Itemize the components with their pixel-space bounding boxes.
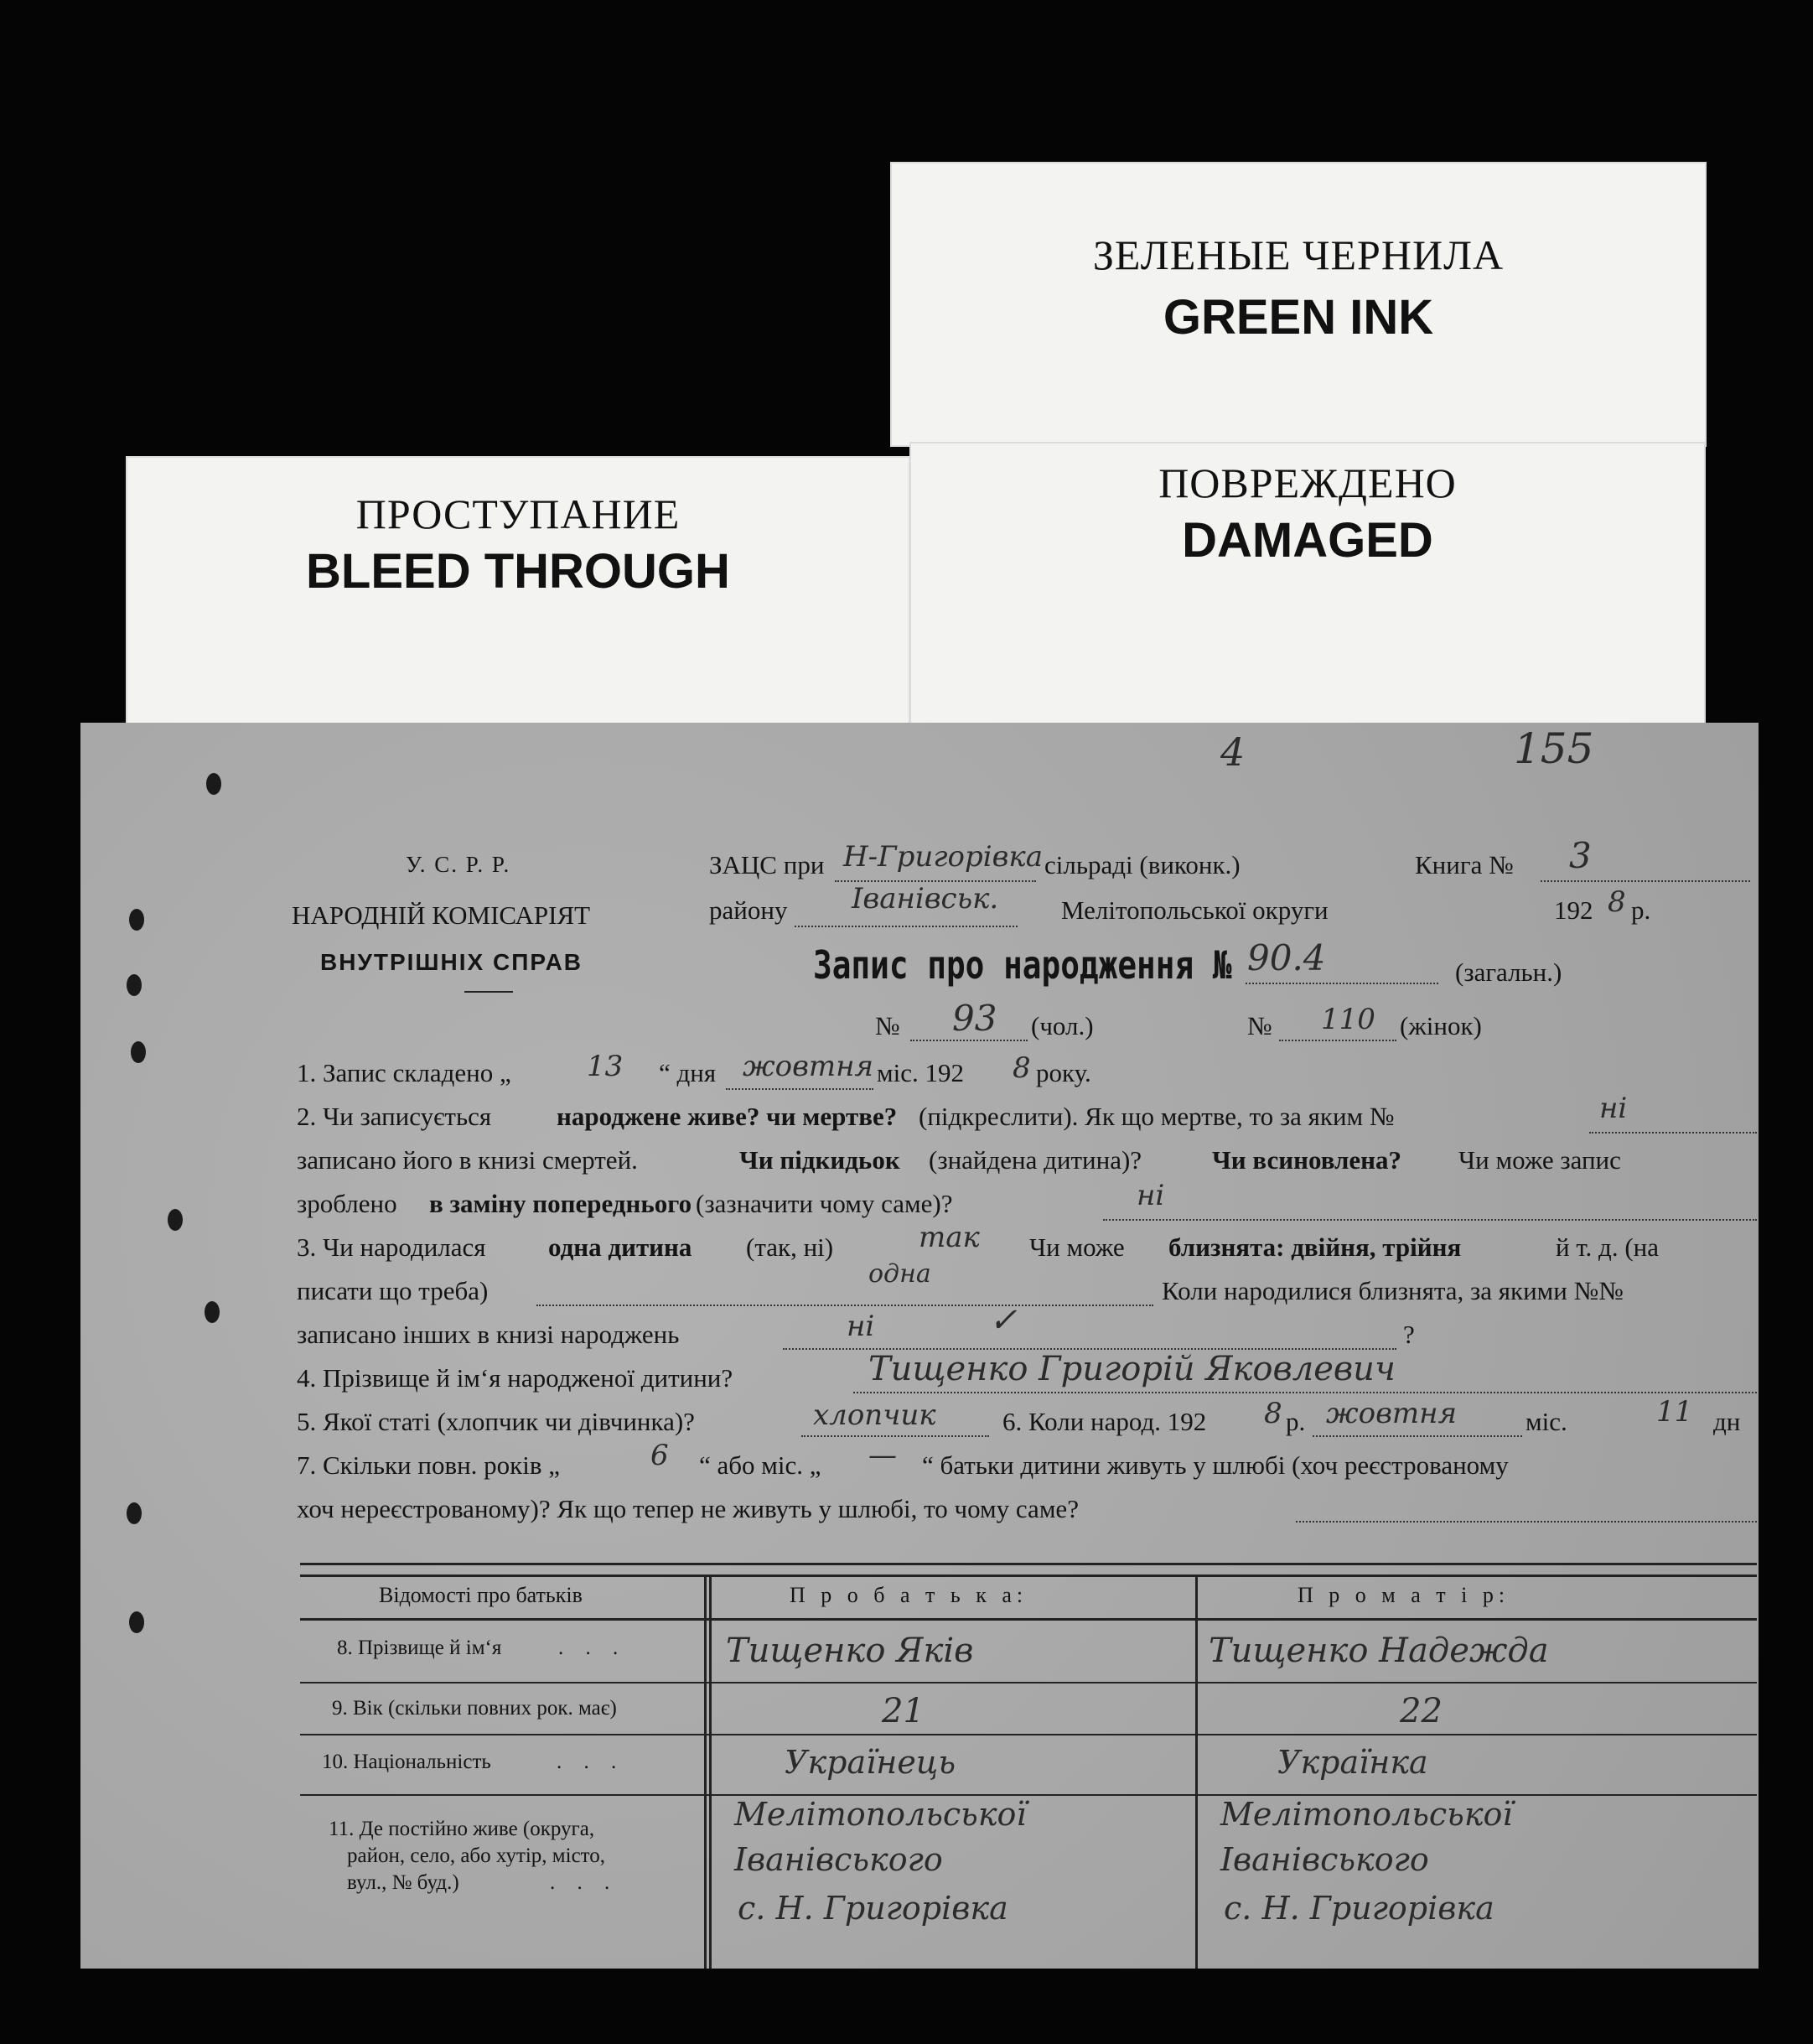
check-mark-icon: ✓: [989, 1301, 1018, 1340]
book-label: Книга №: [1415, 850, 1514, 879]
green-ink-en: GREEN INK: [1163, 290, 1434, 345]
q2-line3-a: зроблено: [297, 1189, 397, 1218]
punch-hole: [168, 1209, 183, 1231]
q1-a: 1. Запис складено „: [297, 1058, 511, 1087]
q3-line1-f: й т. д. (на: [1556, 1232, 1660, 1262]
child-sex: хлопчик: [813, 1398, 936, 1432]
col-header-mother: П р о м а т і р:: [1298, 1583, 1510, 1607]
zags-village: Н-Григорівка: [843, 840, 1043, 874]
marriage-months: —: [868, 1439, 897, 1472]
mother-nationality: Українка: [1277, 1744, 1428, 1781]
birth-record-document: [80, 723, 1759, 1969]
year-suffix: р.: [1631, 895, 1651, 925]
q3-line1-c: (так, ні): [746, 1232, 834, 1262]
row-label-address-1: 11. Де постійно живе (округа,: [329, 1818, 595, 1840]
year-digit: 8: [1608, 885, 1626, 919]
mother-address-2: Іванівського: [1220, 1841, 1429, 1878]
q2-line1-hand: ні: [1599, 1092, 1628, 1125]
punch-hole: [206, 773, 221, 795]
zags-suffix: сільраді (виконк.): [1044, 850, 1241, 879]
q2-line2-c: (знайдена дитина)?: [929, 1145, 1142, 1175]
q7-line1-b: “ або міс. „: [699, 1450, 821, 1480]
q3-line1-a: 3. Чи народилася: [297, 1232, 486, 1262]
q1-day: 13: [587, 1050, 624, 1083]
table-col-divider: [704, 1575, 707, 1969]
male-label: (чол.): [1031, 1011, 1094, 1040]
leader-dots: . . .: [557, 1751, 625, 1773]
birth-month: жовтня: [1326, 1397, 1458, 1430]
q1-b: “ дня: [659, 1058, 717, 1087]
bleed-through-card: [126, 456, 910, 733]
row-label-age: 9. Вік (скільки повних рок. має): [332, 1697, 617, 1720]
bleed-through-ru: ПРОСТУПАНИЕ: [355, 490, 681, 537]
q2-line1-a: 2. Чи записується: [297, 1102, 492, 1131]
table-row-rule: [300, 1794, 1757, 1796]
damaged-card: [909, 442, 1706, 727]
table-col-divider: [1195, 1575, 1198, 1969]
page-number: 155: [1514, 724, 1594, 773]
row-label-address-3: вул., № буд.): [347, 1871, 459, 1894]
q1-d: року.: [1036, 1058, 1091, 1087]
commissariat-line2: ВНУТРІШНІХ СПРАВ: [320, 949, 583, 975]
punch-hole: [205, 1301, 220, 1323]
q2-line1-b: народжене живе? чи мертве?: [557, 1102, 898, 1131]
raion-prefix: району: [709, 895, 788, 925]
damaged-en: DAMAGED: [1182, 513, 1433, 568]
q7-line1-c: “ батьки дитини живуть у шлюбі (хоч реєстрованому: [922, 1450, 1509, 1480]
commissariat-line1: НАРОДНІЙ КОМІСАРІЯТ: [292, 900, 591, 930]
row-label-nationality: 10. Національність: [322, 1751, 491, 1773]
q1-year: 8: [1013, 1051, 1031, 1085]
q3-line2-a: писати що треба): [297, 1276, 489, 1305]
female-number: 110: [1321, 1003, 1375, 1036]
col-header-father: П р о б а т ь к а:: [790, 1583, 1028, 1607]
father-age: 21: [882, 1692, 925, 1730]
q3-line1-b: одна дитина: [548, 1232, 692, 1262]
row-label-address-2: район, село, або хутір, місто,: [347, 1844, 606, 1867]
q2-line3-hand: ні: [1137, 1179, 1165, 1212]
q3-line3-b: ?: [1403, 1320, 1415, 1349]
father-address-3: с. Н. Григорівка: [738, 1890, 1008, 1927]
birth-year-digit: 8: [1264, 1397, 1282, 1430]
q3-line2-b: Коли народилися близнята, за якими №№: [1162, 1276, 1624, 1305]
female-label: (жінок): [1400, 1011, 1482, 1040]
q2-line2-d: Чи всиновлена?: [1212, 1145, 1402, 1175]
q6-month-label: міс.: [1526, 1407, 1567, 1436]
q3-line2-hand: одна: [868, 1259, 931, 1289]
green-ink-card: [890, 162, 1707, 447]
mother-name: Тищенко Надежда: [1209, 1632, 1549, 1670]
punch-hole: [131, 1041, 146, 1063]
father-address-2: Іванівського: [734, 1841, 943, 1878]
father-name: Тищенко Яків: [726, 1632, 974, 1670]
year-prefix: 192: [1554, 895, 1593, 925]
mother-address-1: Мелітопольської: [1220, 1796, 1513, 1833]
bleed-through-en: BLEED THROUGH: [306, 544, 730, 599]
ussr-label: У. С. Р. Р.: [406, 852, 511, 877]
punch-hole: [129, 1611, 144, 1633]
q4-label: 4. Прізвище й ім‘я народженої дитини?: [297, 1363, 733, 1393]
father-nationality: Українець: [785, 1744, 956, 1781]
record-general-number: 90.4: [1247, 937, 1326, 978]
q2-line2-b: Чи підкидьок: [739, 1145, 900, 1175]
q7-line2: хоч нереєстрованому)? Як що тепер не живуть у шлюбі, то чому саме?: [297, 1494, 1079, 1523]
mother-age: 22: [1400, 1692, 1443, 1730]
mother-address-3: с. Н. Григорівка: [1224, 1890, 1494, 1927]
leader-dots: . . .: [550, 1871, 619, 1894]
table-top-rule: [300, 1563, 1757, 1565]
raion-name: Іванівськ.: [852, 882, 999, 916]
female-no-label: №: [1247, 1011, 1272, 1040]
table-row-rule: [300, 1682, 1757, 1683]
father-address-1: Мелітопольської: [734, 1796, 1027, 1833]
q3-line1-e: близнята: двійня, трійня: [1168, 1232, 1462, 1262]
child-name: Тищенко Григорій Яковлевич: [868, 1350, 1396, 1388]
q1-c: міс. 192: [877, 1058, 964, 1087]
q7-line1-a: 7. Скільки повн. років „: [297, 1450, 560, 1480]
table-col-divider: [709, 1575, 712, 1969]
male-number: 93: [952, 998, 997, 1039]
q5-label: 5. Якої статі (хлопчик чи дівчинка)?: [297, 1407, 695, 1436]
table-row-rule: [300, 1734, 1757, 1735]
green-ink-ru: ЗЕЛЕНЫЕ ЧЕРНИЛА: [1092, 231, 1505, 278]
zags-prefix: ЗАЦС при: [709, 850, 825, 879]
punch-hole: [127, 974, 142, 996]
q2-line2-a: записано його в книзі смертей.: [297, 1145, 638, 1175]
birth-day: 11: [1656, 1395, 1693, 1429]
punch-hole: [127, 1502, 142, 1524]
q6-label: 6. Коли народ. 192: [1002, 1407, 1207, 1436]
general-label: (загальн.): [1455, 957, 1562, 987]
q6-day-label: дн: [1713, 1407, 1741, 1436]
q2-line3-c: (зазначити чому саме)?: [696, 1189, 953, 1218]
record-title: Запис про народження №: [813, 942, 1232, 988]
damaged-ru: ПОВРЕЖДЕНО: [1158, 459, 1457, 506]
male-no-label: №: [875, 1011, 900, 1040]
q1-month: жовтня: [743, 1050, 874, 1083]
q2-line3-b: в заміну попереднього: [429, 1189, 692, 1218]
page-mark: 4: [1220, 729, 1246, 775]
table-header-top: [300, 1575, 1757, 1577]
q3-line3-hand: ні: [847, 1310, 875, 1343]
q2-line1-c: (підкреслити). Як що мертве, то за яким №: [919, 1102, 1395, 1131]
q3-line3-a: записано інших в книзі народжень: [297, 1320, 680, 1349]
book-number: 3: [1569, 835, 1592, 876]
table-header-bottom: [300, 1618, 1757, 1621]
header-divider: [464, 991, 513, 993]
q3-line1-d: Чи може: [1029, 1232, 1125, 1262]
q3-line1-hand: так: [919, 1221, 980, 1254]
okrug-label: Мелітопольської округи: [1061, 895, 1329, 925]
q6-year-suffix: р.: [1286, 1407, 1306, 1436]
col-header-parents: Відомості про батьків: [379, 1583, 583, 1607]
marriage-years: 6: [650, 1439, 669, 1472]
q2-line2-e: Чи може запис: [1458, 1145, 1621, 1175]
punch-hole: [129, 909, 144, 931]
row-label-name: 8. Прізвище й ім‘я: [337, 1637, 502, 1659]
leader-dots: . . .: [558, 1637, 627, 1659]
